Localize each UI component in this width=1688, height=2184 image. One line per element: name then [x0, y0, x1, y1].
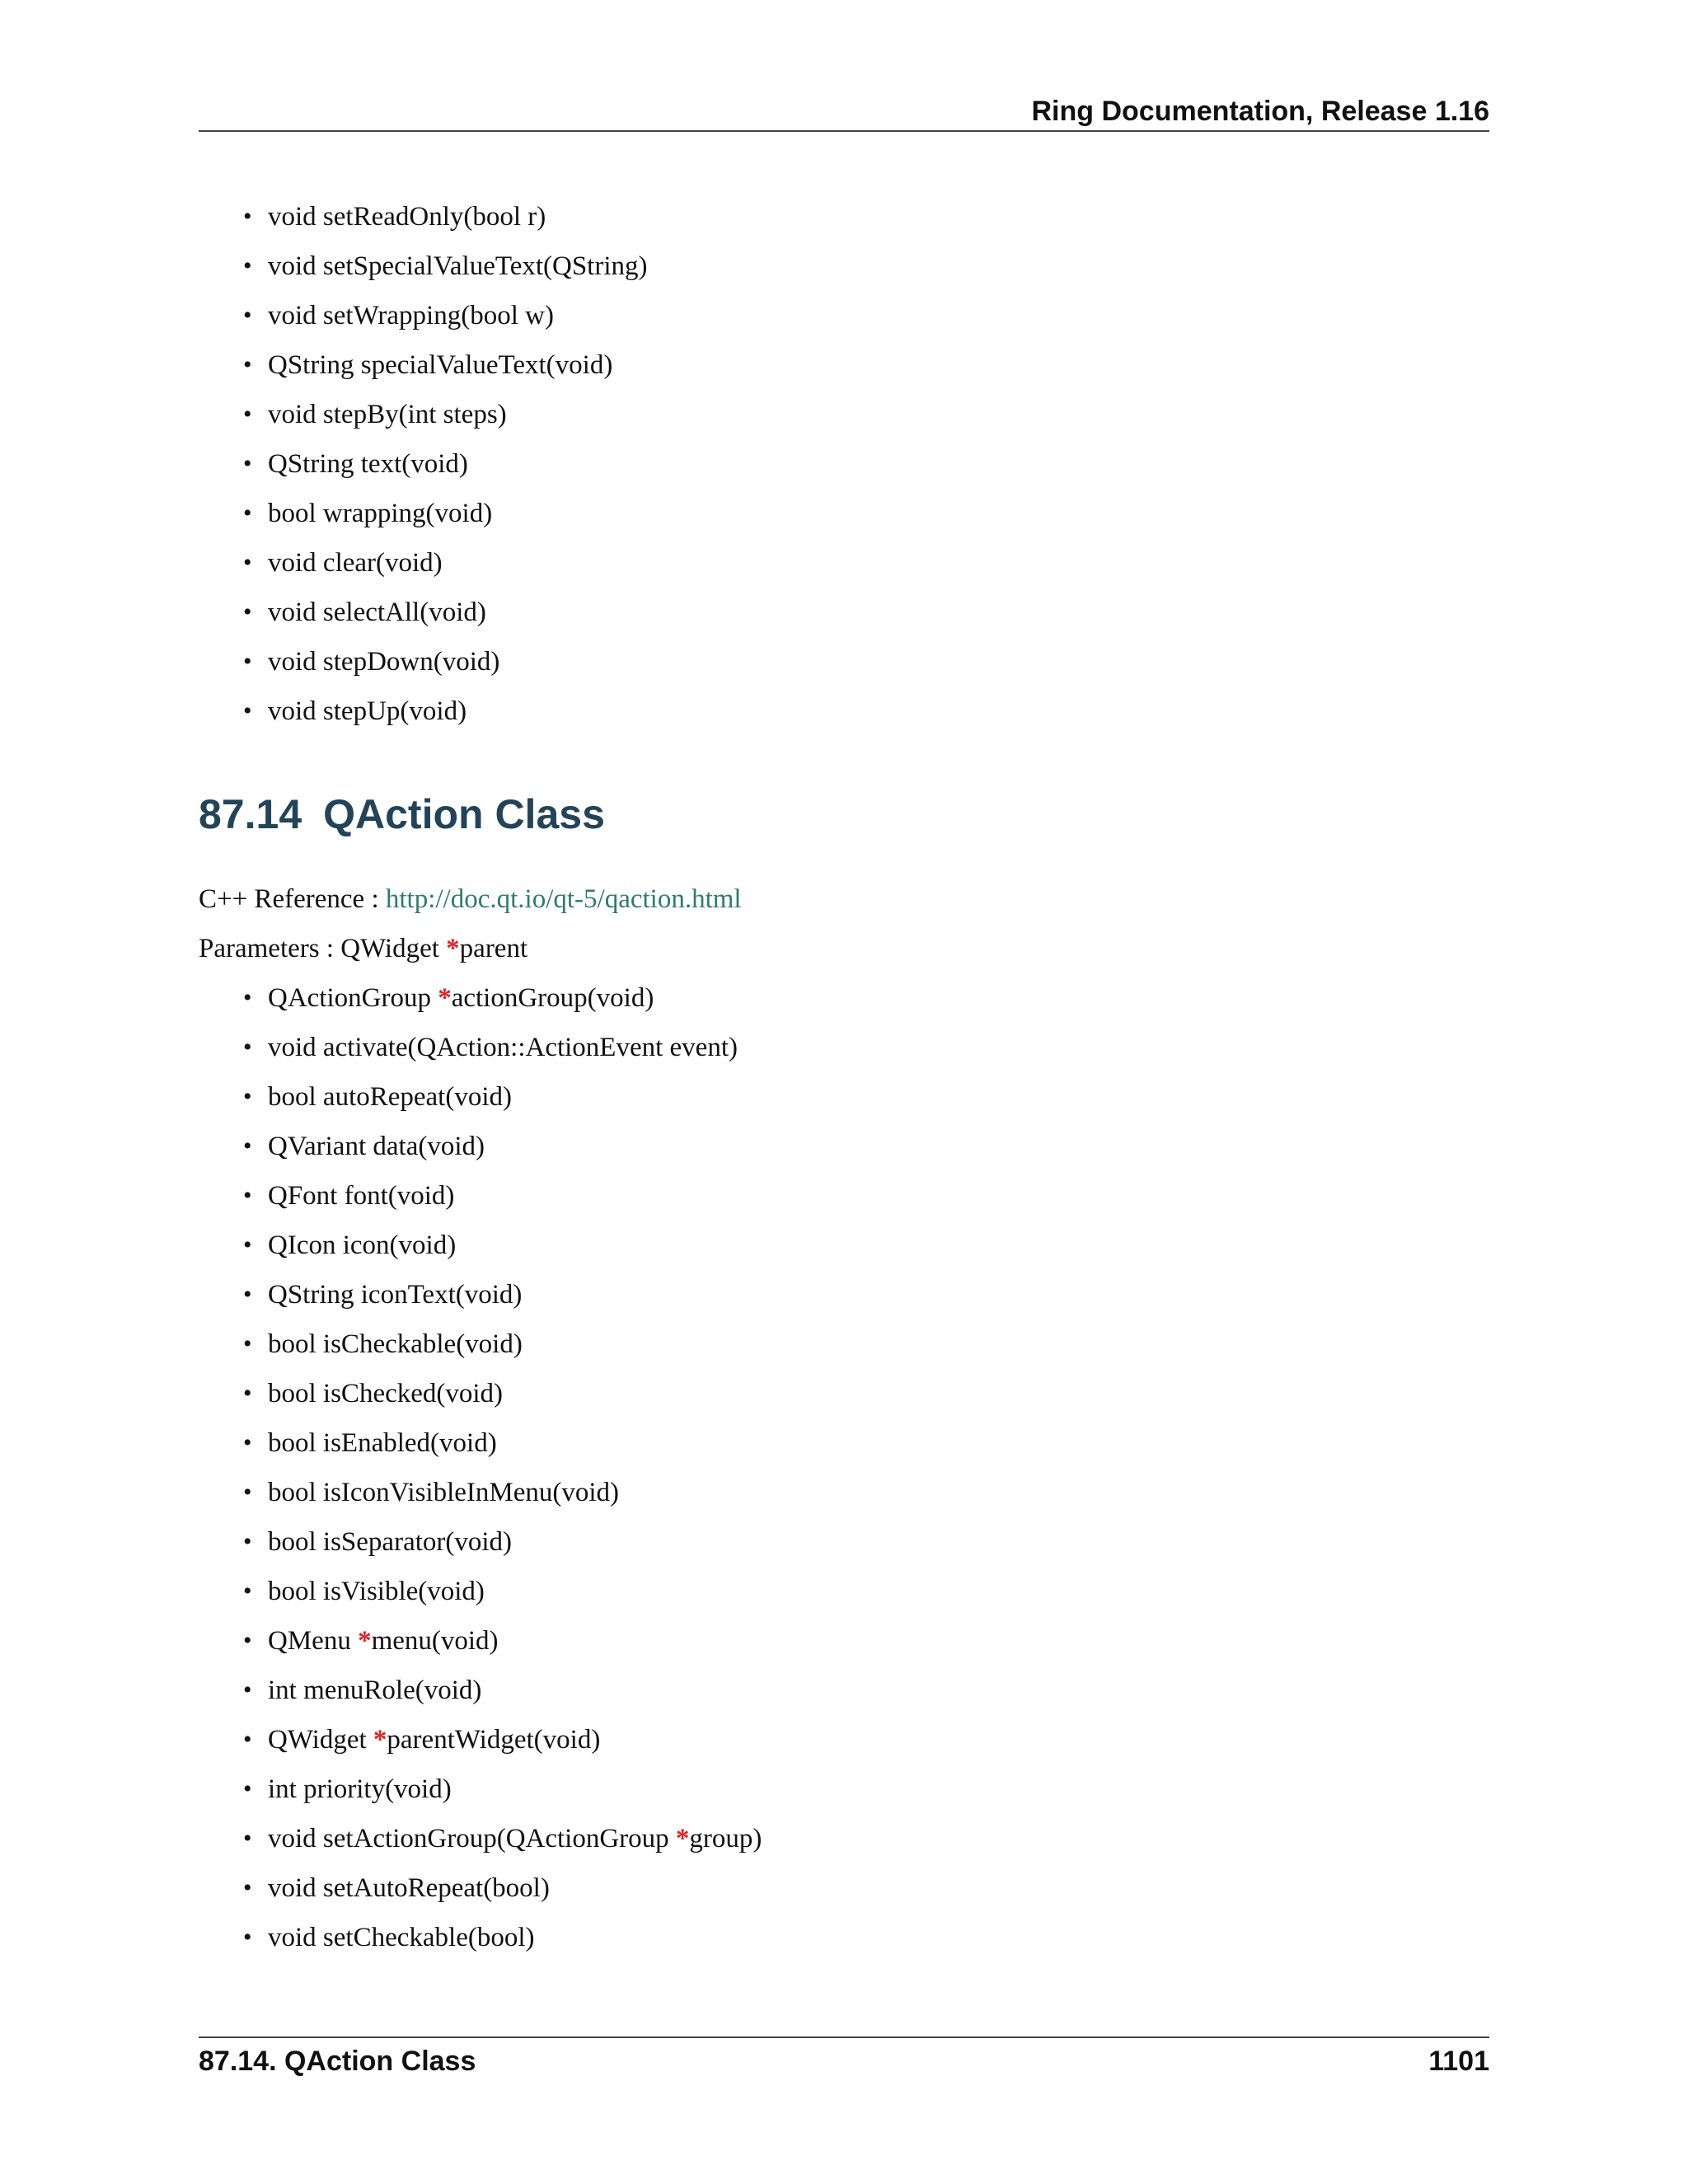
bullet-icon: • — [243, 1132, 252, 1160]
method-list-top — [243, 192, 648, 736]
list-item — [243, 1418, 762, 1468]
bullet-icon: • — [243, 1479, 252, 1506]
method-signature: QString text(void) — [268, 449, 468, 479]
method-signature: bool isCheckable(void) — [268, 1329, 523, 1359]
cpp-reference-link[interactable]: http://doc.qt.io/qt-5/qaction.html — [385, 884, 742, 914]
list-item — [243, 1171, 762, 1221]
list-item — [243, 538, 648, 588]
list-item — [243, 1666, 762, 1715]
method-signature: QString iconText(void) — [268, 1280, 523, 1310]
list-item — [243, 192, 648, 241]
list-item — [243, 1616, 762, 1666]
method-signature: bool isChecked(void) — [268, 1379, 504, 1408]
cpp-reference-label: C++ Reference : — [199, 884, 386, 914]
list-item — [243, 973, 762, 1023]
bullet-icon: • — [243, 1874, 252, 1901]
list-item — [243, 340, 648, 390]
bullet-icon: • — [243, 1577, 252, 1605]
list-item — [243, 1517, 762, 1567]
method-signature: void selectAll(void) — [268, 598, 486, 627]
pointer-star: * — [446, 934, 460, 963]
method-signature: QWidget — [268, 1725, 373, 1755]
bullet-icon: • — [243, 1281, 252, 1308]
bullet-icon: • — [243, 598, 252, 626]
section-title: QAction Class — [323, 791, 605, 837]
bullet-icon: • — [243, 1182, 252, 1209]
method-signature-rest: parentWidget(void) — [387, 1725, 601, 1755]
list-item — [243, 637, 648, 687]
list-item — [243, 1369, 762, 1418]
list-item — [243, 1814, 762, 1863]
list-item — [243, 489, 648, 538]
parameters-label: Parameters : QWidget — [199, 934, 447, 963]
list-item — [243, 291, 648, 340]
method-list-main — [243, 973, 762, 1962]
bullet-icon: • — [243, 1528, 252, 1555]
method-signature: void setReadOnly(bool r) — [268, 202, 546, 232]
method-signature: bool isIconVisibleInMenu(void) — [268, 1478, 620, 1507]
method-signature: QVariant data(void) — [268, 1132, 485, 1161]
bullet-icon: • — [243, 697, 252, 724]
method-signature: void setSpecialValueText(QString) — [268, 251, 648, 281]
method-signature: QString specialValueText(void) — [268, 350, 613, 380]
list-item — [243, 687, 648, 736]
bullet-icon: • — [243, 549, 252, 576]
method-signature-rest: group) — [689, 1824, 762, 1854]
method-signature: void setActionGroup(QActionGroup — [268, 1824, 676, 1854]
list-item — [243, 588, 648, 637]
bullet-icon: • — [243, 1231, 252, 1258]
method-signature: QIcon icon(void) — [268, 1230, 457, 1260]
bullet-icon: • — [243, 1676, 252, 1704]
list-item — [243, 1023, 762, 1072]
method-signature: bool isVisible(void) — [268, 1577, 485, 1606]
method-signature: bool isEnabled(void) — [268, 1428, 497, 1458]
method-signature: bool autoRepeat(void) — [268, 1082, 513, 1112]
list-item — [243, 1567, 762, 1616]
bullet-icon: • — [243, 1380, 252, 1407]
method-signature: QActionGroup — [268, 983, 438, 1013]
list-item — [243, 439, 648, 489]
document-title: Ring Documentation, Release 1.16 — [1031, 96, 1489, 127]
bullet-icon: • — [243, 401, 252, 428]
bullet-icon: • — [243, 1924, 252, 1951]
method-signature: void activate(QAction::ActionEvent event) — [268, 1033, 738, 1062]
bullet-icon: • — [243, 450, 252, 477]
page-header — [199, 92, 1489, 132]
method-signature: void stepUp(void) — [268, 696, 467, 726]
page-footer — [199, 2036, 1489, 2084]
section-number: 87.14 — [199, 791, 302, 837]
method-signature: bool isSeparator(void) — [268, 1527, 513, 1557]
bullet-icon: • — [243, 302, 252, 329]
method-signature: QFont font(void) — [268, 1181, 455, 1211]
bullet-icon: • — [243, 648, 252, 675]
method-signature: QMenu — [268, 1626, 359, 1656]
list-item — [243, 1270, 762, 1319]
list-item — [243, 1072, 762, 1122]
pointer-star: * — [373, 1725, 387, 1755]
method-signature: void setWrapping(bool w) — [268, 301, 554, 330]
method-signature: int menuRole(void) — [268, 1675, 482, 1705]
method-signature: int priority(void) — [268, 1774, 452, 1804]
parameters — [199, 924, 528, 973]
list-item — [243, 1765, 762, 1814]
page-number: 1101 — [1428, 2046, 1489, 2077]
footer-section: 87.14. QAction Class — [199, 2046, 476, 2077]
pointer-star: * — [438, 983, 452, 1013]
cpp-reference — [199, 874, 742, 924]
method-signature: void setCheckable(bool) — [268, 1923, 535, 1952]
list-item — [243, 1715, 762, 1765]
bullet-icon: • — [243, 1627, 252, 1654]
parameters-name: parent — [459, 934, 528, 963]
list-item — [243, 390, 648, 439]
list-item — [243, 241, 648, 291]
method-signature: void stepDown(void) — [268, 647, 500, 677]
pointer-star: * — [675, 1824, 690, 1854]
pointer-star: * — [358, 1626, 372, 1656]
bullet-icon: • — [243, 1825, 252, 1852]
list-item — [243, 1468, 762, 1517]
method-signature: bool wrapping(void) — [268, 499, 493, 528]
bullet-icon: • — [243, 499, 252, 527]
section-heading — [199, 783, 605, 846]
bullet-icon: • — [243, 1775, 252, 1802]
bullet-icon: • — [243, 984, 252, 1011]
bullet-icon: • — [243, 1033, 252, 1061]
list-item — [243, 1913, 762, 1962]
bullet-icon: • — [243, 1726, 252, 1753]
bullet-icon: • — [243, 203, 252, 230]
method-signature-rest: actionGroup(void) — [451, 983, 654, 1013]
list-item — [243, 1319, 762, 1369]
bullet-icon: • — [243, 1330, 252, 1357]
list-item — [243, 1221, 762, 1270]
method-signature: void stepBy(int steps) — [268, 400, 507, 429]
list-item — [243, 1122, 762, 1171]
method-signature: void setAutoRepeat(bool) — [268, 1873, 550, 1903]
bullet-icon: • — [243, 1429, 252, 1456]
list-item — [243, 1863, 762, 1913]
bullet-icon: • — [243, 351, 252, 378]
bullet-icon: • — [243, 252, 252, 279]
bullet-icon: • — [243, 1083, 252, 1110]
method-signature-rest: menu(void) — [371, 1626, 499, 1656]
method-signature: void clear(void) — [268, 548, 443, 578]
